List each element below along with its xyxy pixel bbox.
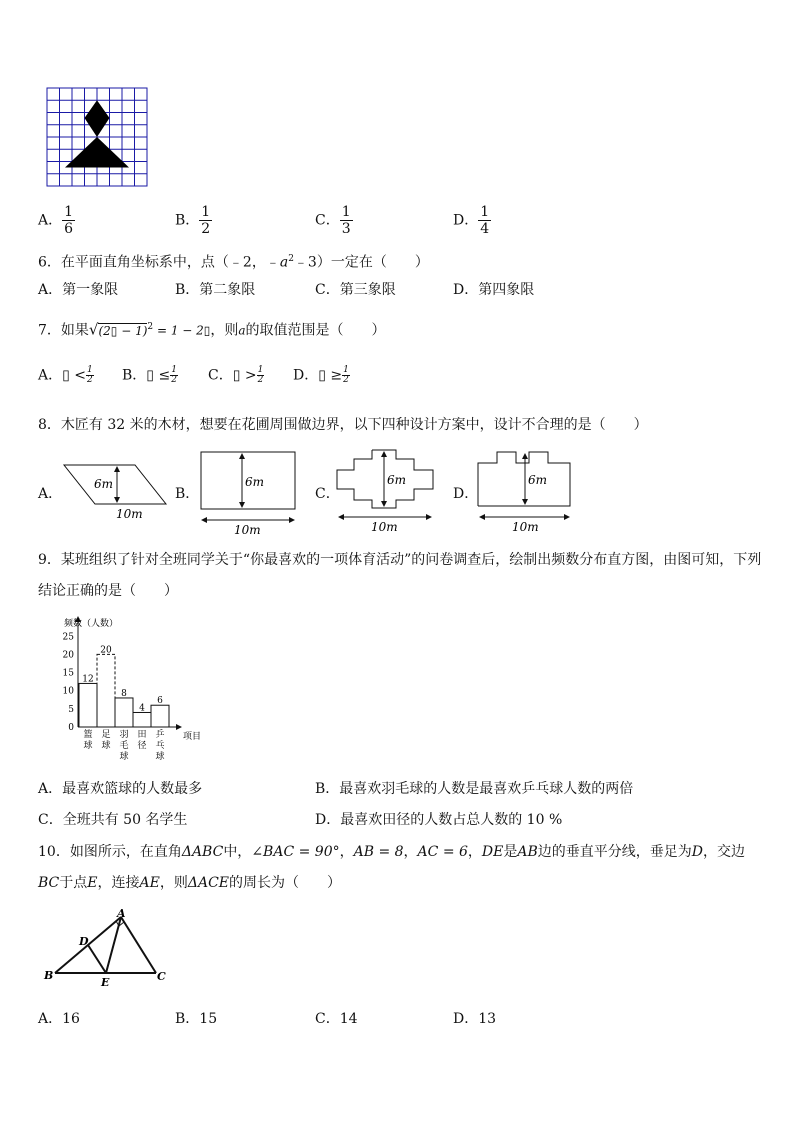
y-tick-label: 5 xyxy=(68,704,74,715)
q5-option-d[interactable]: D． $\frac{1}{4}$ xyxy=(453,204,490,237)
q8-option-c-letter[interactable]: C． xyxy=(315,486,340,502)
q7-option-d[interactable]: D．▯ ≥ $\frac{1}{2}$ xyxy=(293,365,349,385)
q10-option-b[interactable]: B．15 xyxy=(175,1011,218,1027)
radical-content: (2▯ − 1) xyxy=(98,323,148,338)
fraction: $\frac{1}{2}$ xyxy=(201,204,211,237)
svg-text:D: D xyxy=(79,935,89,948)
svg-text:6m: 6m xyxy=(528,473,548,487)
fraction: $\frac{1}{4}$ xyxy=(480,204,490,237)
q8-figure-d-stepped-shape[interactable] xyxy=(474,446,578,536)
y-tick-label: 0 xyxy=(68,723,74,733)
bar-value-label: 8 xyxy=(121,688,127,699)
svg-text:A: A xyxy=(117,907,126,920)
q8-stem: 8．木匠有 32 米的木材，想要在花圃周围做边界，以下四种设计方案中，设计不合理的是（ ） xyxy=(38,417,648,433)
svg-text:6m: 6m xyxy=(387,473,407,487)
fraction: $\frac{1}{2}$ xyxy=(257,365,264,385)
y-axis-label: 频数（人数） xyxy=(64,619,119,629)
sqrt-icon: √ xyxy=(88,320,99,339)
category-label: 足球 xyxy=(101,730,111,751)
svg-text:10m: 10m xyxy=(116,507,143,521)
histogram-bar xyxy=(151,705,169,727)
q6-option-a[interactable]: A．第一象限 xyxy=(38,282,119,298)
q7-stem: 7．如果√(2▯ − 1)$^2$ = 1 − 2▯，则a的取值范围是（ ） xyxy=(38,320,386,339)
bar-value-label: 4 xyxy=(139,703,145,714)
q10-option-c[interactable]: C．14 xyxy=(315,1011,358,1027)
y-tick-label: 25 xyxy=(62,632,74,643)
histogram-bar xyxy=(133,712,151,727)
q6-option-b[interactable]: B．第二象限 xyxy=(175,282,256,298)
q5-option-c[interactable]: C． $\frac{1}{3}$ xyxy=(315,204,351,237)
svg-text:6m: 6m xyxy=(245,475,265,489)
q7-option-c[interactable]: C．▯ > $\frac{1}{2}$ xyxy=(208,365,264,385)
q10-option-a[interactable]: A．16 xyxy=(38,1011,80,1027)
q9-option-d[interactable]: D．最喜欢田径的人数占总人数的 10 % xyxy=(315,812,563,828)
q8-figure-a-parallelogram[interactable] xyxy=(60,460,170,522)
q7-option-b[interactable]: B．▯ ≤ $\frac{1}{2}$ xyxy=(122,365,177,385)
svg-text:6m: 6m xyxy=(94,477,114,491)
q10-triangle-figure xyxy=(40,905,175,990)
q10-stem-line2: BC于点E，连接AE，则ΔACE的周长为（ ） xyxy=(38,875,341,891)
x-axis-label: 项目 xyxy=(183,732,202,742)
q9-option-a[interactable]: A．最喜欢篮球的人数最多 xyxy=(38,781,203,797)
q6-option-c[interactable]: C．第三象限 xyxy=(315,282,396,298)
q9-option-b[interactable]: B．最喜欢羽毛球的人数是最喜欢乒乓球人数的两倍 xyxy=(315,781,634,797)
y-tick-label: 20 xyxy=(62,650,74,661)
x-axis-arrow-icon xyxy=(176,724,182,730)
q5-option-a[interactable]: A． $\frac{1}{6}$ xyxy=(38,204,74,237)
y-tick-label: 10 xyxy=(62,686,74,697)
q8-option-a-letter[interactable]: A． xyxy=(38,486,63,502)
svg-text:E: E xyxy=(101,976,110,989)
svg-text:C: C xyxy=(157,970,166,983)
y-tick-label: 15 xyxy=(62,668,74,679)
fraction: $\frac{1}{2}$ xyxy=(343,365,349,385)
q9-stem-line1: 9．某班组织了针对全班同学关于“你最喜欢的一项体育活动”的问卷调查后，绘制出频数分布直方图，由图可知，下列 xyxy=(38,552,762,568)
svg-text:10m: 10m xyxy=(234,523,261,536)
bar-value-label: 20 xyxy=(100,645,112,656)
q10-stem-line1: 10．如图所示，在直角ΔABC中，∠BAC = 90°，AB = 8，AC = 6，DE是AB边的垂直平分线，垂足为D，交边 xyxy=(38,844,746,860)
q9-stem-line2: 结论正确的是（ ） xyxy=(38,583,178,599)
q6-stem: 6．在平面直角坐标系中，点（﹣2，$﹣a^2﹣3$）一定在（ ） xyxy=(38,254,429,271)
category-label: 田径 xyxy=(137,730,147,751)
svg-text:B: B xyxy=(44,969,54,982)
svg-text:10m: 10m xyxy=(371,520,398,534)
q5-grid-figure xyxy=(46,87,148,187)
histogram-bar xyxy=(115,698,133,727)
category-label: 乒乓球 xyxy=(155,730,165,762)
fraction: $\frac{1}{3}$ xyxy=(341,204,351,237)
fraction: $\frac{1}{2}$ xyxy=(87,365,93,385)
bar-value-label: 12 xyxy=(82,674,94,685)
q5-option-b[interactable]: B． $\frac{1}{2}$ xyxy=(175,204,211,237)
q10-option-d[interactable]: D．13 xyxy=(453,1011,497,1027)
q8-figure-c-cross-shape[interactable] xyxy=(333,446,437,536)
q9-option-c[interactable]: C．全班共有 50 名学生 xyxy=(38,812,188,828)
svg-text:10m: 10m xyxy=(512,520,539,534)
fraction: $\frac{1}{2}$ xyxy=(171,365,177,385)
q8-figure-b-rectangle[interactable] xyxy=(196,446,300,536)
category-label: 篮球 xyxy=(83,730,93,751)
diamond-shape xyxy=(85,100,110,137)
category-label: 羽毛球 xyxy=(119,730,129,762)
q6-option-d[interactable]: D．第四象限 xyxy=(453,282,535,298)
histogram-bar xyxy=(79,683,97,727)
q8-option-d-letter[interactable]: D． xyxy=(453,486,479,502)
q8-option-b-letter[interactable]: B． xyxy=(175,486,200,502)
q7-option-a[interactable]: A．▯ < $\frac{1}{2}$ xyxy=(38,365,93,385)
q9-histogram xyxy=(40,612,220,772)
fraction: $\frac{1}{6}$ xyxy=(64,204,74,237)
histogram-bar xyxy=(97,654,115,727)
triangle-shape xyxy=(65,137,129,168)
bar-value-label: 6 xyxy=(157,696,163,707)
